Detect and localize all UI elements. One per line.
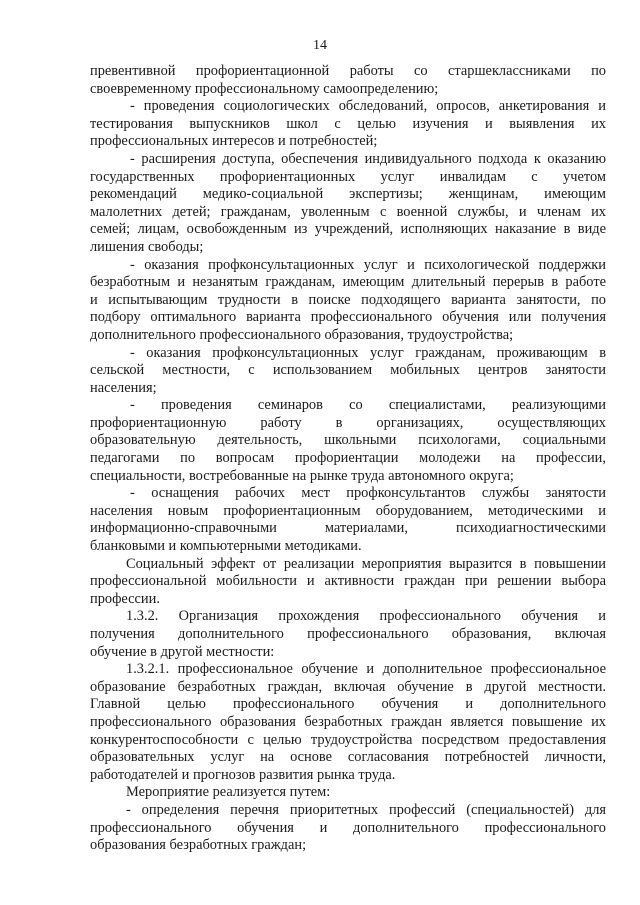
text-line: превентивной профориентационной работы со старшеклассниками по: [90, 63, 606, 79]
text-line: профессионального обучения и дополнительного профессионального: [90, 819, 606, 836]
text-line: государственных профориентационных услуг инвалидам с учетом: [90, 168, 606, 185]
text-line: профессии.: [90, 590, 160, 607]
text-line: педагогами по вопросам профориентации молодежи на профессии,: [90, 450, 606, 467]
text-line: бланковыми и компьютерными методиками.: [90, 538, 362, 555]
text-line: тестирования выпускников школ с целью изучения и выявления их: [90, 115, 606, 132]
text-line: сельской местности, с использованием мобильных центров занятости: [90, 362, 606, 379]
text-line: Социальный эффект от реализации мероприятия выразится в повышении: [126, 555, 606, 572]
text-line: безработным и незанятым гражданам, имеющим длительный перерыв в работе: [90, 274, 606, 291]
text-line: образовательную деятельность, школьными психологами, социальными: [90, 432, 606, 449]
text-line: 1.3.2. Организация прохождения профессионального обучения и: [126, 608, 606, 625]
text-line: конкурентоспособности с целью трудоустройства посредством предоставления: [90, 731, 606, 748]
text-line: - проведения семинаров со специалистами, реализующими: [130, 397, 606, 414]
text-line: профессиональной мобильности и активности граждан при решении выбора: [90, 573, 606, 590]
text-line: и испытывающим трудности в поиске подходящего варианта занятости, по: [90, 291, 606, 308]
text-line: лишения свободы;: [90, 238, 204, 255]
text-line: информационно-справочными материалами, психодиагностическими: [90, 520, 606, 537]
text-line: 1.3.2.1. профессиональное обучение и дополнительное профессиональное: [126, 661, 606, 678]
text-line: населения новым профориентационным оборудованием, методическими и: [90, 502, 606, 519]
text-line: профориентационную работу в организациях, осуществляющих: [90, 414, 606, 431]
text-line: дополнительного профессионального образования, трудоустройства;: [90, 326, 514, 343]
text-line: семей; лицам, освобожденным из учреждений, исполняющих наказание в виде: [90, 221, 606, 238]
text-line: специальности, востребованные на рынке труда автономного округа;: [90, 467, 514, 484]
text-line: - проведения социологических обследований, опросов, анкетирования и: [130, 98, 606, 115]
text-line: населения;: [90, 379, 157, 396]
text-line: - определения перечня приоритетных профессий (специальностей) для: [126, 801, 606, 818]
text-line: образовательных услуг на основе согласования потребностей личности,: [90, 749, 606, 766]
document-body: [90, 63, 606, 855]
text-line: - оснащения рабочих мест профконсультантов службы занятости: [130, 485, 606, 502]
text-line: - расширения доступа, обеспечения индивидуального подхода к оказанию: [130, 150, 606, 167]
text-line: подбору оптимального варианта профессионального обучения или получения: [90, 309, 606, 326]
text-line: профессионального образования безработных граждан является повышение их: [90, 713, 606, 730]
text-line: Главной целью профессионального обучения и дополнительного: [90, 696, 606, 713]
text-line: - оказания профконсультационных услуг гражданам, проживающим в: [130, 344, 606, 361]
text-line: своевременному профессиональному самоопределению;: [90, 80, 439, 97]
text-line: профессиональных интересов и потребностей;: [90, 133, 378, 150]
text-line: обучение в другой местности:: [90, 643, 275, 660]
text-line: рекомендаций медико-социальной экспертизы; женщинам, имеющим: [90, 186, 606, 203]
text-line: Мероприятие реализуется путем:: [126, 784, 331, 801]
text-line: малолетних детей; гражданам, уволенным с военной службы, и членам их: [90, 203, 606, 220]
text-line: образования безработных граждан;: [90, 837, 307, 854]
text-line: - оказания профконсультационных услуг и психологической поддержки: [130, 256, 606, 273]
text-line: получения дополнительного профессионального образования, включая: [90, 626, 606, 642]
text-line: работодателей и прогнозов развития рынка труда.: [90, 766, 396, 783]
text-line: образование безработных граждан, включая обучение в другой местности.: [90, 678, 606, 695]
page-number: 14: [313, 38, 327, 53]
